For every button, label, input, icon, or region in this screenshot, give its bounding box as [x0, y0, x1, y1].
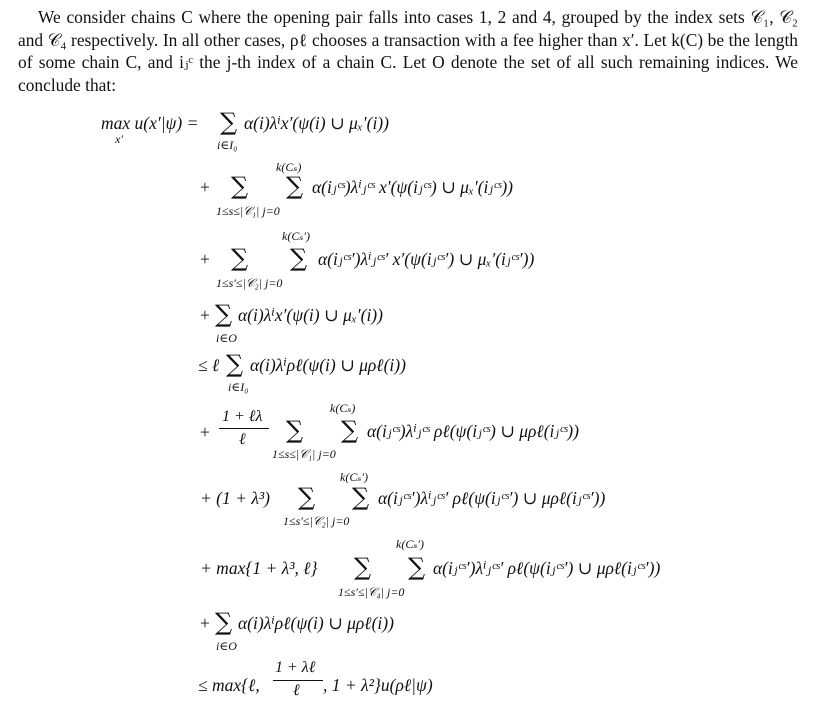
sum-symbol: ∑ [298, 483, 316, 511]
sum-symbol: ∑ [341, 416, 359, 444]
sum-symbol: ∑ [215, 608, 233, 636]
eq-line-9-body: α(i)λⁱρℓ(ψ(i) ∪ μρℓ(i)) [238, 613, 394, 633]
sum-symbol: ∑ [286, 416, 304, 444]
sum-symbol: ∑ [220, 108, 238, 136]
eq-line-7-body: α(iⱼᶜˢ′)λⁱⱼᶜˢ′ ρℓ(ψ(iⱼᶜˢ′) ∪ μρℓ(iⱼᶜˢ′)) [378, 488, 606, 508]
sum-symbol: ∑ [352, 483, 370, 511]
plus-sign: + [200, 305, 210, 325]
eq-line-4-body: α(i)λⁱx′(ψ(i) ∪ μₓ′(i)) [238, 305, 383, 325]
eq-line-7-sub: 1≤s′≤|𝒞₂| j=0 [283, 514, 350, 528]
eq-line-3-upper: k(Cₛ′) [282, 229, 310, 243]
eq-line-7-lead: + (1 + λ³) [200, 488, 270, 508]
plus-sign: + [200, 613, 210, 633]
eq-line-1-sub: i∈I₀ [217, 138, 238, 152]
eq-line-2-sub: 1≤s≤|𝒞₁| j=0 [216, 204, 280, 218]
sum-symbol: ∑ [286, 172, 304, 200]
eq-line-6-upper: k(Cₛ) [330, 401, 356, 415]
eq-line-7-upper: k(Cₛ′) [340, 470, 368, 484]
frac-6-den: ℓ [239, 431, 246, 448]
eq-line-5-lead: ≤ ℓ [198, 355, 220, 375]
plus-sign: + [200, 422, 210, 442]
frac-10-den: ℓ [293, 682, 300, 699]
sum-symbol: ∑ [354, 553, 372, 581]
eq-line-2-body: α(iⱼᶜˢ)λⁱⱼᶜˢ x′(ψ(iⱼᶜˢ) ∪ μₓ′(iⱼᶜˢ)) [312, 177, 513, 197]
frac-10-num: 1 + λℓ [275, 659, 316, 676]
eq-line-3-sub: 1≤s′≤|𝒞₂| j=0 [216, 276, 283, 290]
eq-line-6-body: α(iⱼᶜˢ)λⁱⱼᶜˢ ρℓ(ψ(iⱼᶜˢ) ∪ μρℓ(iⱼᶜˢ)) [367, 421, 579, 441]
eq-line-1-lhs-sub: x′ [115, 132, 123, 146]
frac-6-bar [219, 428, 269, 429]
sum-symbol: ∑ [408, 553, 426, 581]
eq-line-3-body: α(iⱼᶜˢ′)λⁱⱼᶜˢ′ x′(ψ(iⱼᶜˢ′) ∪ μₓ′(iⱼᶜˢ′)) [318, 249, 535, 269]
eq-line-10-tail: , 1 + λ²}u(ρℓ|ψ) [323, 675, 433, 695]
sum-symbol: ∑ [215, 300, 233, 328]
intro-text: We consider chains C where the opening pair falls into cases 1, 2 and 4, grouped by the index sets 𝒞₁, 𝒞₂ and 𝒞₄ respectively. In all other cases, ρℓ chooses a transaction with a fee higher than x′. Let k(C) be the length of some chain C, and iⱼᶜ the j-th index of a chain C. Let O denote the set of all such remaining indices. We conclude that: [18, 7, 798, 95]
eq-line-2-upper: k(Cₛ) [276, 160, 302, 174]
plus-sign: + [200, 177, 210, 197]
eq-line-1-lhs: max u(x′|ψ) = [101, 113, 199, 133]
eq-line-8-sub: 1≤s′≤|𝒞₄| j=0 [338, 585, 405, 599]
eq-line-4-sub: i∈O [216, 331, 237, 345]
frac-6-num: 1 + ℓλ [222, 408, 263, 425]
intro-paragraph [18, 6, 798, 96]
eq-line-8-body: α(iⱼᶜˢ′)λⁱⱼᶜˢ′ ρℓ(ψ(iⱼᶜˢ′) ∪ μρℓ(iⱼᶜˢ′)) [433, 558, 661, 578]
sum-symbol: ∑ [290, 244, 308, 272]
eq-line-8-lead: + max{1 + λ³, ℓ} [200, 558, 318, 578]
frac-10-bar [273, 680, 323, 681]
eq-line-10-lead: ≤ max{ℓ, [198, 675, 260, 695]
plus-sign: + [200, 249, 210, 269]
eq-line-5-sub: i∈I₀ [228, 380, 249, 394]
sum-symbol: ∑ [231, 244, 249, 272]
sum-symbol: ∑ [226, 350, 244, 378]
eq-line-9-sub: i∈O [216, 639, 237, 653]
eq-line-1-body: α(i)λⁱx′(ψ(i) ∪ μₓ′(i)) [244, 113, 389, 133]
eq-line-6-sub: 1≤s≤|𝒞₁| j=0 [272, 447, 336, 461]
eq-line-5-body: α(i)λⁱρℓ(ψ(i) ∪ μρℓ(i)) [250, 355, 406, 375]
sum-symbol: ∑ [231, 172, 249, 200]
eq-line-8-upper: k(Cₛ′) [396, 537, 424, 551]
